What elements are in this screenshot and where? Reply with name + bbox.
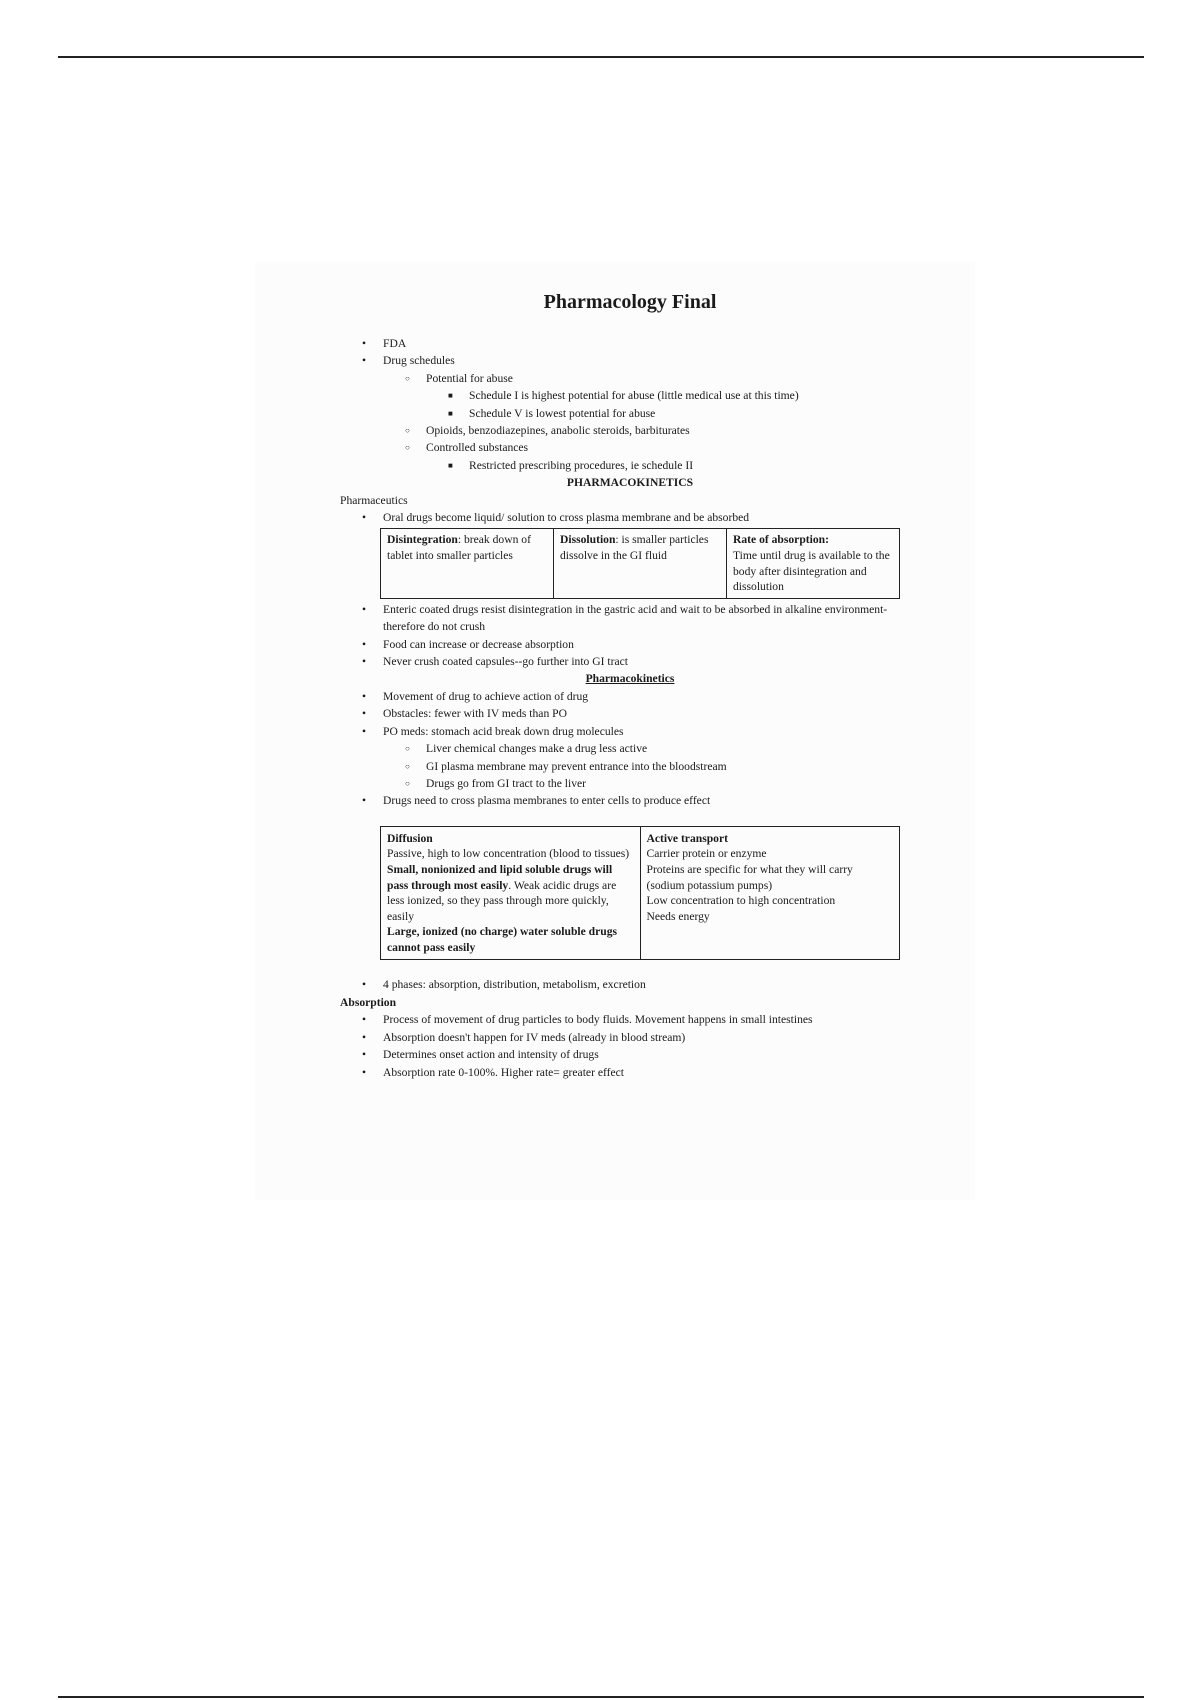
cell-text: Needs energy [646, 909, 710, 923]
list-item: ○ Drugs go from GI tract to the liver [383, 775, 920, 792]
cell-label: Disintegration [387, 533, 458, 547]
cell-title: Diffusion [387, 831, 433, 845]
intro-list [340, 335, 920, 474]
cell-text-span: . Weak acidic drugs are less ionized, so they pass through more quickly, easily [387, 878, 617, 923]
list-item: • Obstacles: fewer with IV meds than PO [340, 705, 920, 722]
list-item-label: Controlled substances [426, 441, 529, 455]
list-item: ■ Schedule I is highest potential for abuse (little medical use at this time) [426, 387, 920, 404]
list-item: • Oral drugs become liquid/ solution to cross plasma membrane and be absorbed [340, 509, 920, 526]
list-item: ○ GI plasma membrane may prevent entrance into the bloodstream [383, 758, 920, 775]
phases-list [340, 976, 920, 993]
list-item: ○ Opioids, benzodiazepines, anabolic steroids, barbiturates [383, 422, 920, 439]
list-item: • Absorption rate 0-100%. Higher rate= greater effect [340, 1064, 920, 1081]
transport-table [380, 826, 900, 961]
section-heading-pharmacokinetics-caps: PHARMACOKINETICS [566, 476, 694, 490]
cell-bold-text: Large, ionized (no charge) water soluble drugs cannot pass easily [387, 925, 618, 954]
document-content [340, 289, 920, 1081]
list-item: • 4 phases: absorption, distribution, metabolism, excretion [340, 976, 920, 993]
cell-text: : is smaller particles dissolve in the GI fluid [560, 533, 709, 563]
section-heading-pharmacokinetics: Pharmacokinetics [585, 672, 675, 686]
po-meds-sublist [383, 740, 920, 792]
list-item: • Determines onset action and intensity of drugs [340, 1046, 920, 1063]
list-item: ■ Restricted prescribing procedures, ie schedule II [426, 457, 920, 474]
potential-sublist [426, 387, 920, 422]
cell-text: Carrier protein or enzyme [646, 847, 767, 861]
cell-text: : break down of tablet into smaller particles [387, 533, 531, 563]
section-heading-absorption: Absorption [340, 995, 397, 1009]
list-item: • Movement of drug to achieve action of drug [340, 688, 920, 705]
cell-label: Dissolution [560, 533, 616, 547]
cell-text: Low concentration to high concentration [646, 894, 836, 908]
list-item-label: PO meds: stomach acid break down drug molecules [383, 724, 624, 738]
list-item: • Drugs need to cross plasma membranes to enter cells to produce effect [340, 792, 920, 809]
pharmaceutics-list [340, 509, 920, 526]
list-item: • Absorption doesn't happen for IV meds (already in blood stream) [340, 1029, 920, 1046]
table-cell-disintegration [381, 529, 554, 598]
list-item-label: Drug schedules [383, 354, 455, 368]
header-rule [58, 56, 1144, 58]
absorption-list [340, 1011, 920, 1081]
controlled-sublist [426, 457, 920, 474]
list-item: • Enteric coated drugs resist disintegration in the gastric acid and wait to be absorbed in alkaline environment-therefore do not crush [340, 601, 920, 636]
table-row [381, 826, 900, 960]
document-title: Pharmacology Final [543, 291, 717, 313]
cell-text: Proteins are specific for what they will carry (sodium potassium pumps) [646, 862, 853, 892]
table-cell-dissolution [554, 529, 727, 598]
list-item [383, 370, 920, 422]
list-item: • Process of movement of drug particles to body fluids. Movement happens in small intestines [340, 1011, 920, 1028]
pharmacokinetics-list [340, 688, 920, 810]
list-item: • FDA [340, 335, 920, 352]
cell-text: Time until drug is available to the body after disintegration and dissolution [733, 549, 890, 594]
list-item-label: Potential for abuse [426, 371, 513, 385]
cell-text [387, 862, 634, 924]
section-heading-pharmaceutics: Pharmaceutics [340, 493, 408, 507]
cell-label: Rate of absorption: [733, 533, 829, 547]
list-item [383, 439, 920, 474]
table-cell-diffusion [381, 826, 641, 960]
schedules-sublist [383, 370, 920, 474]
list-item [340, 352, 920, 474]
list-item: • Food can increase or decrease absorption [340, 636, 920, 653]
list-item: ○ Liver chemical changes make a drug less active [383, 740, 920, 757]
dissolution-table [380, 528, 900, 598]
list-item: • Never crush coated capsules--go further into GI tract [340, 653, 920, 670]
document-page [255, 262, 975, 1200]
table-cell-rate-of-absorption [727, 529, 900, 598]
table-row [381, 529, 900, 598]
list-item [340, 723, 920, 793]
list-item: ■ Schedule V is lowest potential for abuse [426, 405, 920, 422]
footer-rule [58, 1696, 1144, 1698]
cell-bold-text: Small, nonionized and lipid soluble drugs will pass through most easily [387, 862, 613, 892]
cell-text: Passive, high to low concentration (blood to tissues) [387, 847, 630, 861]
table-cell-active-transport [640, 826, 900, 960]
pharmaceutics-list-2 [340, 601, 920, 671]
cell-title: Active transport [646, 831, 728, 845]
